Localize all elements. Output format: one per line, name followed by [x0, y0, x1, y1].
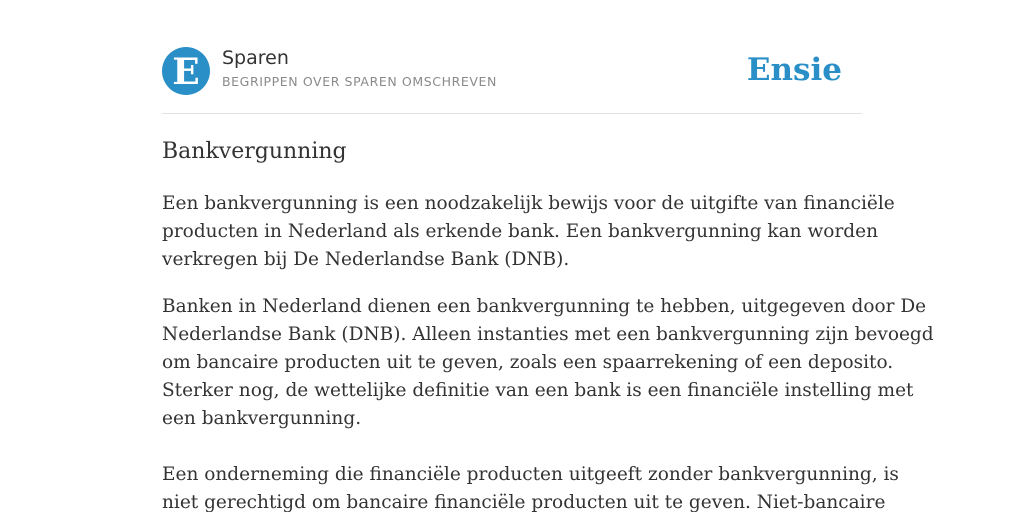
- paragraph-2: [162, 293, 934, 433]
- article-title: Bankvergunning: [162, 139, 347, 164]
- paragraph-line: Sterker nog, de wettelijke definitie van een bank is een financiële instelling met: [162, 380, 914, 401]
- paragraph-line: Banken in Nederland dienen een bankvergunning te hebben, uitgegeven door De: [162, 296, 927, 317]
- site-header: [162, 0, 862, 114]
- paragraph-line: om bancaire producten uit te geven, zoals een spaarrekening of een deposito.: [162, 352, 894, 373]
- paragraph-line: producten in Nederland als erkende bank. Een bankvergunning kan worden: [162, 221, 878, 242]
- logo-letter: E: [172, 50, 200, 93]
- paragraph-line: Een onderneming die financiële producten uitgeeft zonder bankvergunning, is: [162, 464, 899, 485]
- paragraph-line: Nederlandse Bank (DNB). Alleen instanties met een bankvergunning zijn bevoegd: [162, 324, 934, 345]
- article: [162, 136, 934, 512]
- paragraph-1: [162, 190, 895, 274]
- paragraph-line: verkregen bij De Nederlandse Bank (DNB).: [162, 249, 570, 270]
- paragraph-3: [162, 461, 899, 512]
- paragraph-line: niet gerechtigd om bancaire financiële producten uit te geven. Niet-bancaire: [162, 492, 886, 512]
- paragraph-line: Een bankvergunning is een noodzakelijk bewijs voor de uitgifte van financiële: [162, 193, 895, 214]
- brand-link[interactable]: Ensie: [746, 52, 842, 88]
- ensie-logo-icon[interactable]: [162, 47, 210, 95]
- site-title[interactable]: Sparen: [222, 47, 289, 69]
- paragraph-line: een bankvergunning.: [162, 408, 362, 429]
- site-subtitle: BEGRIPPEN OVER SPAREN OMSCHREVEN: [222, 74, 497, 89]
